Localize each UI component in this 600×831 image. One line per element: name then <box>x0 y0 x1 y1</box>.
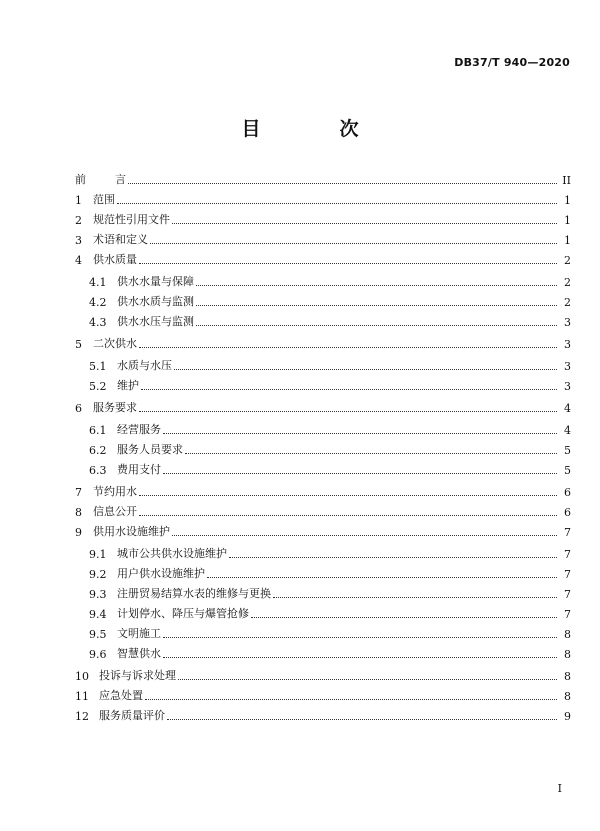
toc-entry-label: 应急处置 <box>99 689 143 702</box>
toc-entry-label: 节约用水 <box>93 485 137 498</box>
toc-entry-number: 5 <box>75 338 82 351</box>
toc-entry-page: 5 <box>564 444 571 457</box>
page-number: I <box>557 782 562 795</box>
toc-entry-page: 4 <box>564 424 571 437</box>
toc-leader-dots <box>139 494 557 496</box>
toc-entry-label: 规范性引用文件 <box>93 213 170 226</box>
toc-entry-label: 投诉与诉求处理 <box>99 669 176 682</box>
toc-entry-page: 6 <box>564 506 571 519</box>
toc-entry[interactable] <box>75 331 571 351</box>
toc-entry-label: 经营服务 <box>117 423 161 436</box>
toc-leader-dots <box>196 304 557 306</box>
standard-code: DB37/T 940—2020 <box>454 56 570 69</box>
toc-entry-page: 7 <box>564 526 571 539</box>
toc-entry[interactable] <box>75 663 571 683</box>
toc-leader-dots <box>273 596 557 598</box>
toc-leader-dots <box>196 324 557 326</box>
toc-entry[interactable] <box>75 417 571 437</box>
toc-entry[interactable] <box>75 437 571 457</box>
toc-entry-page: 3 <box>564 338 571 351</box>
toc-entry-page: 3 <box>564 360 571 373</box>
toc-entry-number: 4.2 <box>89 296 107 309</box>
toc-leader-dots <box>163 472 557 474</box>
toc-entry-page: 9 <box>564 710 571 723</box>
toc-entry-label: 城市公共供水设施维护 <box>117 547 227 560</box>
toc-leader-dots <box>172 222 557 224</box>
toc-entry-label: 信息公开 <box>93 505 137 518</box>
toc-entry-label: 注册贸易结算水表的维修与更换 <box>117 587 271 600</box>
toc-entry-number: 1 <box>75 194 82 207</box>
toc-entry-number: 9 <box>75 526 82 539</box>
toc-entry-page: 8 <box>564 648 571 661</box>
toc-entry-number: 9.1 <box>89 548 107 561</box>
toc-entry[interactable] <box>75 187 571 207</box>
toc-entry-number: 7 <box>75 486 82 499</box>
toc-entry-page: II <box>562 174 571 187</box>
toc-entry-page: 7 <box>564 548 571 561</box>
toc-entry-label: 服务质量评价 <box>99 709 165 722</box>
toc-leader-dots <box>145 698 557 700</box>
toc-entry-number: 6.3 <box>89 464 107 477</box>
toc-entry-page: 1 <box>564 194 571 207</box>
toc-entry-page: 7 <box>564 588 571 601</box>
toc-entry-label: 文明施工 <box>117 627 161 640</box>
toc-entry-page: 3 <box>564 316 571 329</box>
toc-entry-page: 5 <box>564 464 571 477</box>
toc-entry-label: 服务人员要求 <box>117 443 183 456</box>
toc-entry[interactable] <box>75 683 571 703</box>
toc-entry-number: 6 <box>75 402 82 415</box>
toc-entry-number: 11 <box>75 690 89 703</box>
toc-entry-number: 9.5 <box>89 628 107 641</box>
toc-entry-page: 2 <box>564 276 571 289</box>
toc-entry-label: 费用支付 <box>117 463 161 476</box>
toc-leader-dots <box>139 262 557 264</box>
toc-entry[interactable] <box>75 247 571 267</box>
toc-entry-label: 水质与水压 <box>117 359 172 372</box>
toc-entry[interactable] <box>75 227 571 247</box>
toc-entry-number: 9.3 <box>89 588 107 601</box>
toc-entry[interactable] <box>75 373 571 393</box>
toc-leader-dots <box>163 656 557 658</box>
toc-entry-page: 2 <box>564 296 571 309</box>
toc-entry-number: 4.3 <box>89 316 107 329</box>
toc-entry-number: 9.6 <box>89 648 107 661</box>
toc-leader-dots <box>207 576 557 578</box>
toc-entry[interactable] <box>75 167 571 187</box>
toc-entry-label: 服务要求 <box>93 401 137 414</box>
toc-entry-label: 维护 <box>117 379 139 392</box>
toc-entry[interactable] <box>75 395 571 415</box>
toc-entry-label: 术语和定义 <box>93 233 148 246</box>
toc-entry[interactable] <box>75 519 571 539</box>
toc-entry[interactable] <box>75 541 571 561</box>
toc-entry-page: 7 <box>564 568 571 581</box>
toc-leader-dots <box>117 202 557 204</box>
toc-entry[interactable] <box>75 207 571 227</box>
toc-entry-number: 9.4 <box>89 608 107 621</box>
toc-entry[interactable] <box>75 479 571 499</box>
toc-entry[interactable] <box>75 703 571 723</box>
toc-entry[interactable] <box>75 621 571 641</box>
toc-entry-label: 言 <box>93 173 126 186</box>
toc-leader-dots <box>139 410 557 412</box>
table-of-contents <box>75 167 571 723</box>
toc-entry-number: 2 <box>75 214 82 227</box>
toc-leader-dots <box>141 388 557 390</box>
toc-entry-label: 供水水压与监测 <box>117 315 194 328</box>
toc-leader-dots <box>128 182 557 184</box>
toc-entry-number: 3 <box>75 234 82 247</box>
toc-entry-page: 6 <box>564 486 571 499</box>
toc-leader-dots <box>139 514 557 516</box>
toc-leader-dots <box>196 284 557 286</box>
toc-entry-label: 供水水质与监测 <box>117 295 194 308</box>
toc-entry-number: 4.1 <box>89 276 107 289</box>
toc-entry-page: 2 <box>564 254 571 267</box>
toc-entry-page: 3 <box>564 380 571 393</box>
toc-entry-number: 6.2 <box>89 444 107 457</box>
toc-entry-number: 4 <box>75 254 82 267</box>
toc-entry-number: 6.1 <box>89 424 107 437</box>
toc-leader-dots <box>185 452 557 454</box>
toc-entry-number: 前 <box>75 173 86 186</box>
toc-entry-number: 8 <box>75 506 82 519</box>
toc-entry-page: 8 <box>564 690 571 703</box>
toc-leader-dots <box>163 432 557 434</box>
toc-entry[interactable] <box>75 457 571 477</box>
toc-leader-dots <box>251 616 557 618</box>
toc-entry[interactable] <box>75 353 571 373</box>
toc-leader-dots <box>139 346 557 348</box>
toc-entry-number: 5.2 <box>89 380 107 393</box>
toc-leader-dots <box>167 718 557 720</box>
toc-entry[interactable] <box>75 581 571 601</box>
toc-entry-page: 8 <box>564 628 571 641</box>
toc-leader-dots <box>229 556 557 558</box>
toc-leader-dots <box>163 636 557 638</box>
toc-entry-number: 10 <box>75 670 89 683</box>
toc-entry[interactable] <box>75 289 571 309</box>
toc-entry[interactable] <box>75 309 571 329</box>
toc-entry-page: 1 <box>564 214 571 227</box>
toc-entry[interactable] <box>75 561 571 581</box>
toc-entry-page: 1 <box>564 234 571 247</box>
toc-entry[interactable] <box>75 601 571 621</box>
toc-leader-dots <box>172 534 557 536</box>
toc-entry-page: 8 <box>564 670 571 683</box>
toc-entry-page: 7 <box>564 608 571 621</box>
toc-entry[interactable] <box>75 499 571 519</box>
toc-entry-label: 二次供水 <box>93 337 137 350</box>
toc-entry-label: 智慧供水 <box>117 647 161 660</box>
toc-entry-label: 计划停水、降压与爆管抢修 <box>117 607 249 620</box>
toc-entry-label: 用户供水设施维护 <box>117 567 205 580</box>
toc-entry-number: 5.1 <box>89 360 107 373</box>
toc-entry[interactable] <box>75 269 571 289</box>
toc-leader-dots <box>174 368 557 370</box>
toc-leader-dots <box>178 678 557 680</box>
toc-entry-number: 9.2 <box>89 568 107 581</box>
toc-entry-number: 12 <box>75 710 89 723</box>
toc-title: 目 次 <box>241 118 389 140</box>
toc-entry-label: 供水质量 <box>93 253 137 266</box>
toc-leader-dots <box>150 242 557 244</box>
toc-entry-label: 范围 <box>93 193 115 206</box>
toc-entry[interactable] <box>75 641 571 661</box>
toc-entry-label: 供用水设施维护 <box>93 525 170 538</box>
toc-entry-page: 4 <box>564 402 571 415</box>
toc-entry-label: 供水水量与保障 <box>117 275 194 288</box>
